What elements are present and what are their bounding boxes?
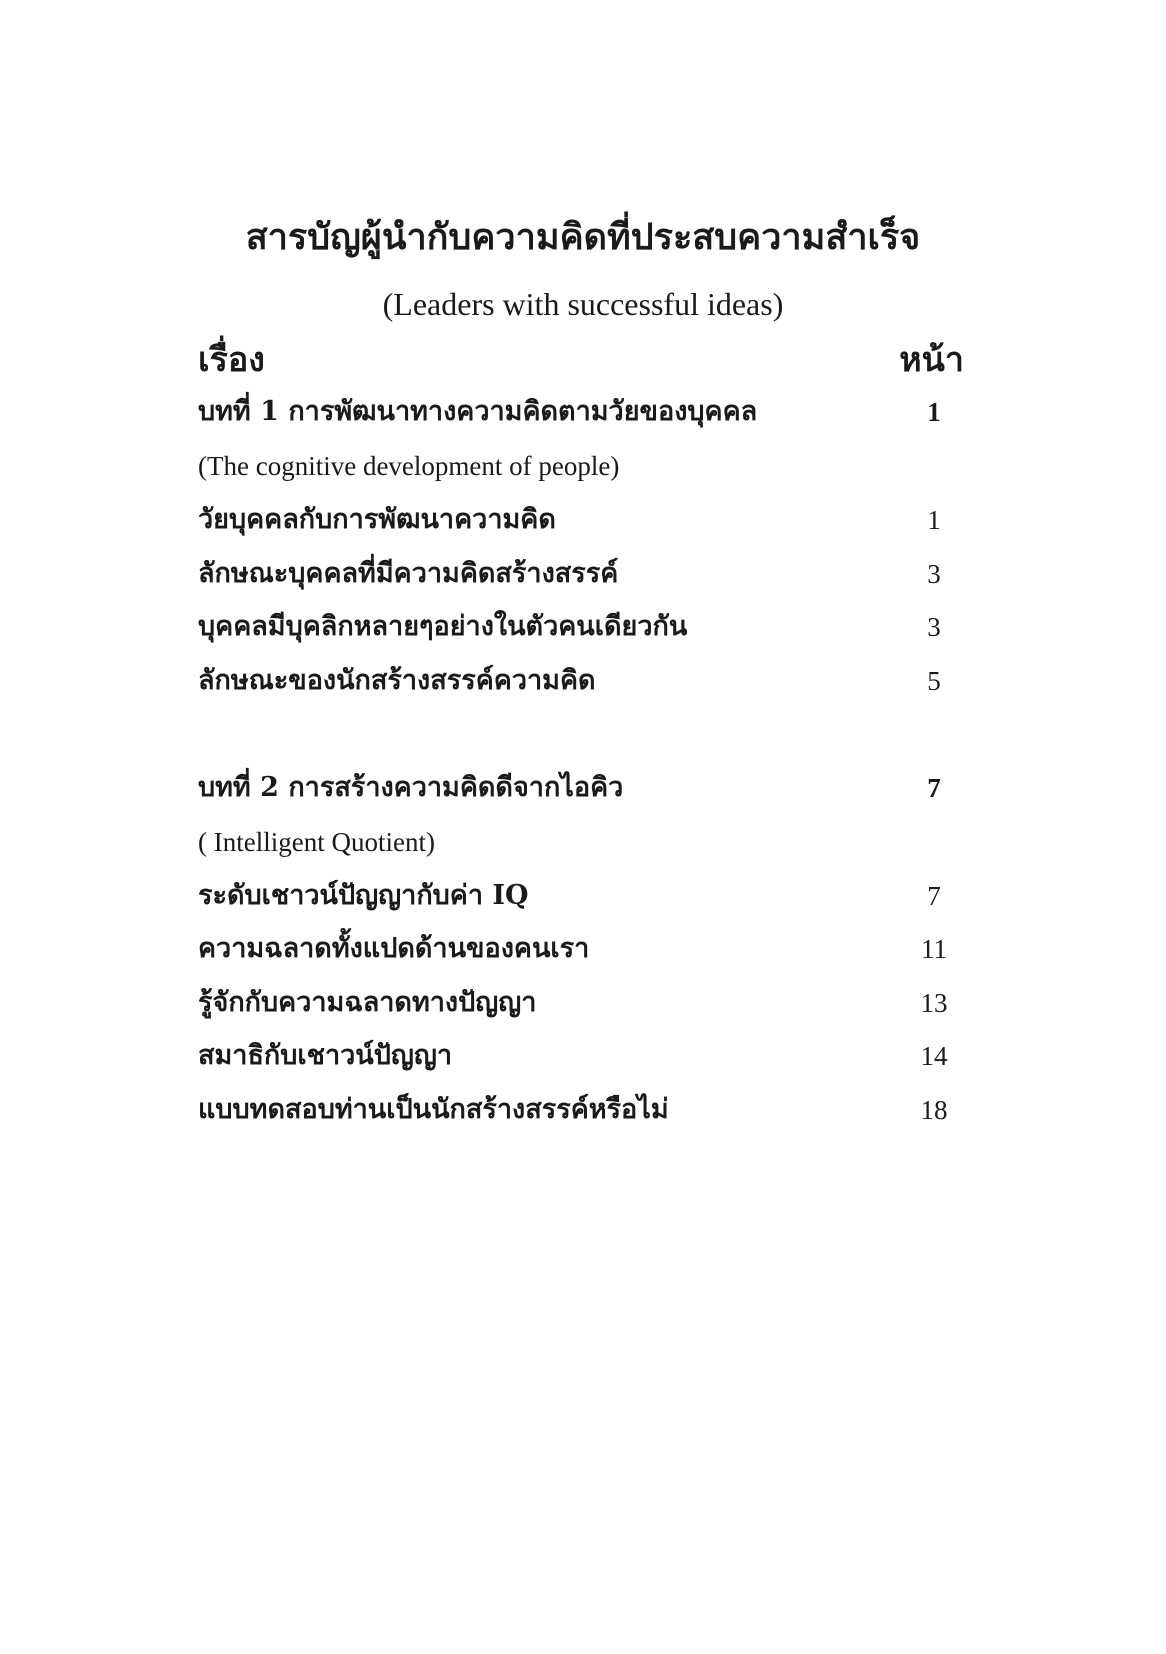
toc-entry-page: 3: [927, 559, 941, 589]
toc-entry-label: แบบทดสอบท่านเป็นนักสร้างสรรค์หรือไม่: [198, 1094, 669, 1125]
toc-entry-label: ลักษณะบุคคลที่มีความคิดสร้างสรรค์: [198, 558, 619, 589]
toc-entry: [198, 876, 964, 916]
toc-entry-page: 18: [920, 1095, 948, 1125]
toc-entry: [198, 500, 964, 540]
chapter-page-number: 7: [927, 773, 941, 803]
toc-entry-label: รู้จักกับความฉลาดทางปัญญา: [198, 987, 537, 1018]
chapter-english-label: ( Intelligent Quotient): [198, 827, 435, 857]
toc-entry: [198, 1036, 964, 1076]
chapter-title: บทที่ 1 การพัฒนาทางความคิดตามวัยของบุคคล: [198, 396, 758, 427]
toc-entry-page: 1: [927, 505, 941, 535]
chapter-english-title: [198, 822, 964, 862]
toc-entry: [198, 554, 964, 594]
toc-entry-page: 5: [927, 666, 941, 696]
chapter-heading: [198, 392, 964, 432]
chapter-english-title: [198, 446, 964, 486]
chapter-heading: [198, 768, 964, 808]
toc-entry: [198, 983, 964, 1023]
toc-entry-label: สมาธิกับเชาวน์ปัญญา: [198, 1040, 453, 1071]
chapter-page-number: 1: [927, 397, 941, 427]
toc-header: [198, 336, 964, 384]
toc-entry-label: ความฉลาดทั้งแปดด้านของคนเรา: [198, 933, 590, 964]
toc-entry-page: 3: [927, 612, 941, 642]
chapter-english-label: (The cognitive development of people): [198, 451, 620, 481]
toc-entry-label: บุคคลมีบุคลิกหลายๆอย่างในตัวคนเดียวกัน: [198, 611, 688, 642]
toc-entry-label: วัยบุคคลกับการพัฒนาความคิด: [198, 504, 556, 535]
toc-entry: [198, 661, 964, 701]
toc-entry-label: ลักษณะของนักสร้างสรรค์ความคิด: [198, 665, 596, 696]
toc-entry-page: 11: [921, 934, 947, 964]
toc-entry: [198, 607, 964, 647]
topic-column-label: เรื่อง: [198, 340, 265, 380]
toc-entry-page: 13: [920, 988, 948, 1018]
toc-entry-page: 7: [927, 881, 941, 911]
document-title: สารบัญผู้นำกับความคิดที่ประสบความสำเร็จ: [245, 216, 921, 258]
toc-entry: [198, 1090, 964, 1130]
chapter-title: บทที่ 2 การสร้างความคิดดีจากไอคิว: [198, 772, 624, 803]
toc-entry: [198, 929, 964, 969]
document-subtitle: (Leaders with successful ideas): [382, 286, 784, 322]
toc-entry-label: ระดับเชาวน์ปัญญากับค่า IQ: [198, 880, 529, 911]
table-of-contents: [198, 0, 964, 1654]
page-column-label: หน้า: [899, 340, 964, 380]
toc-entry-page: 14: [920, 1041, 948, 1071]
